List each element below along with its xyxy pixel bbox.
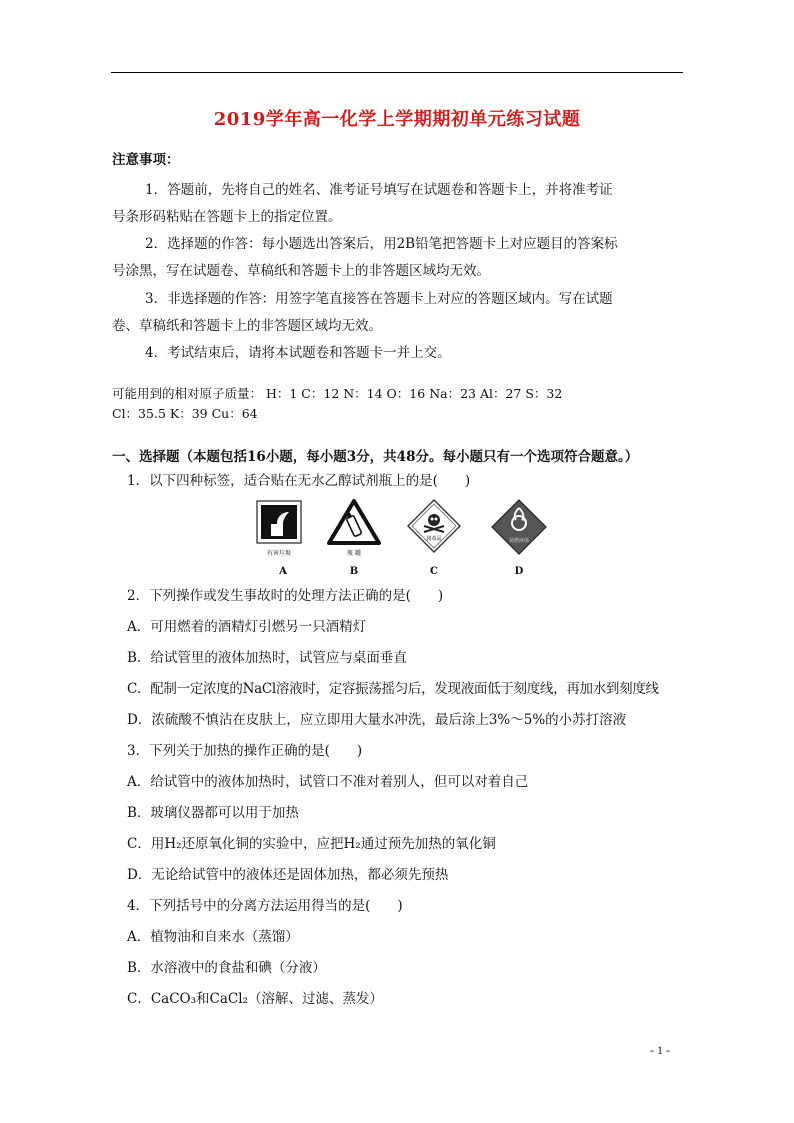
option-letter: B bbox=[349, 566, 359, 577]
label-caption: 瓶 罐 bbox=[347, 550, 361, 557]
atomic-masses-line: 可能用到的相对原子质量： H：1 C：12 N：14 O：16 Na：23 Al：27 S：32 bbox=[112, 386, 563, 401]
answer-option: A．给试管中的液体加热时，试管口不准对着别人，但可以对着自己 bbox=[127, 774, 529, 790]
answer-option: D．无论给试管中的液体还是固体加热，都必须先预热 bbox=[127, 867, 449, 883]
option-letter: A bbox=[279, 566, 287, 577]
label-options bbox=[0, 498, 794, 588]
note-line: 号条形码粘贴在答题卡上的指定位置。 bbox=[112, 209, 342, 225]
note-line: 号涂黑，写在试题卷、草稿纸和答题卡上的非答题区域均无效。 bbox=[112, 263, 490, 279]
option-letter: C bbox=[430, 566, 438, 577]
hazardous-waste-icon bbox=[253, 498, 313, 560]
answer-option: C．配制一定浓度的NaCl溶液时，定容振荡摇匀后，发现液面低于刻度线，再加水到刻度线 bbox=[127, 681, 659, 697]
answer-option: B．玻璃仪器都可以用于加热 bbox=[127, 805, 299, 821]
note-line: 3．非选择题的作答：用签字笔直接答在答题卡上对应的答题区域内。写在试题 bbox=[145, 291, 613, 307]
option-c-label bbox=[404, 498, 464, 577]
question-stem: 3．下列关于加热的操作正确的是( ) bbox=[127, 743, 363, 759]
answer-option: A．可用燃着的酒精灯引燃另一只酒精灯 bbox=[127, 619, 367, 635]
option-a-label bbox=[253, 498, 313, 577]
page-number: - 1 - bbox=[650, 1043, 670, 1057]
option-letter: D bbox=[514, 566, 524, 577]
note-line: 2．选择题的作答：每小题选出答案后，用2B铅笔把答题卡上对应题目的答案标 bbox=[145, 236, 618, 252]
recycle-bottle-icon bbox=[324, 498, 384, 560]
answer-option: A．植物油和自来水（蒸馏） bbox=[127, 929, 299, 945]
atomic-masses-line: Cl：35.5 K：39 Cu：64 bbox=[112, 406, 258, 421]
toxic-skull-icon bbox=[404, 498, 464, 560]
question-stem: 1．以下四种标签，适合贴在无水乙醇试剂瓶上的是( ) bbox=[127, 473, 471, 489]
notes-heading: 注意事项： bbox=[112, 152, 180, 168]
answer-option: C．用H₂还原氧化铜的实验中，应把H₂通过预先加热的氧化铜 bbox=[127, 836, 496, 852]
option-d-label bbox=[489, 498, 549, 577]
question-stem: 4．下列括号中的分离方法运用得当的是( ) bbox=[127, 898, 403, 914]
note-line: 1．答题前，先将自己的姓名、准考证号填写在试题卷和答题卡上，并将准考证 bbox=[145, 182, 613, 198]
label-caption: 有害垃圾 bbox=[266, 550, 292, 557]
label-caption: 剧毒品 bbox=[426, 536, 442, 542]
header-rule bbox=[111, 72, 683, 73]
answer-option: B．给试管里的液体加热时，试管应与桌面垂直 bbox=[127, 650, 407, 666]
section-heading: 一、选择题（本题包括16小题，每小题3分，共48分。每小题只有一个选项符合题意。） bbox=[112, 449, 639, 465]
answer-option: C．CaCO₃和CaCl₂（溶解、过滤、蒸发） bbox=[127, 991, 383, 1007]
option-b-label bbox=[324, 498, 384, 577]
answer-option: D．浓硫酸不慎沾在皮肤上，应立即用大量水冲洗，最后涂上3%～5%的小苏打溶液 bbox=[127, 712, 627, 728]
answer-option: B．水溶液中的食盐和碘（分液） bbox=[127, 960, 326, 976]
label-caption: 易燃液体 bbox=[508, 538, 530, 544]
page-title: 2019学年高一化学上学期期初单元练习试题 bbox=[213, 109, 581, 130]
note-line: 4．考试结束后，请将本试题卷和答题卡一并上交。 bbox=[145, 345, 451, 361]
question-stem: 2．下列操作或发生事故时的处理方法正确的是( ) bbox=[127, 588, 444, 604]
flammable-icon bbox=[489, 498, 549, 560]
note-line: 卷、草稿纸和答题卡上的非答题区域均无效。 bbox=[112, 318, 382, 334]
